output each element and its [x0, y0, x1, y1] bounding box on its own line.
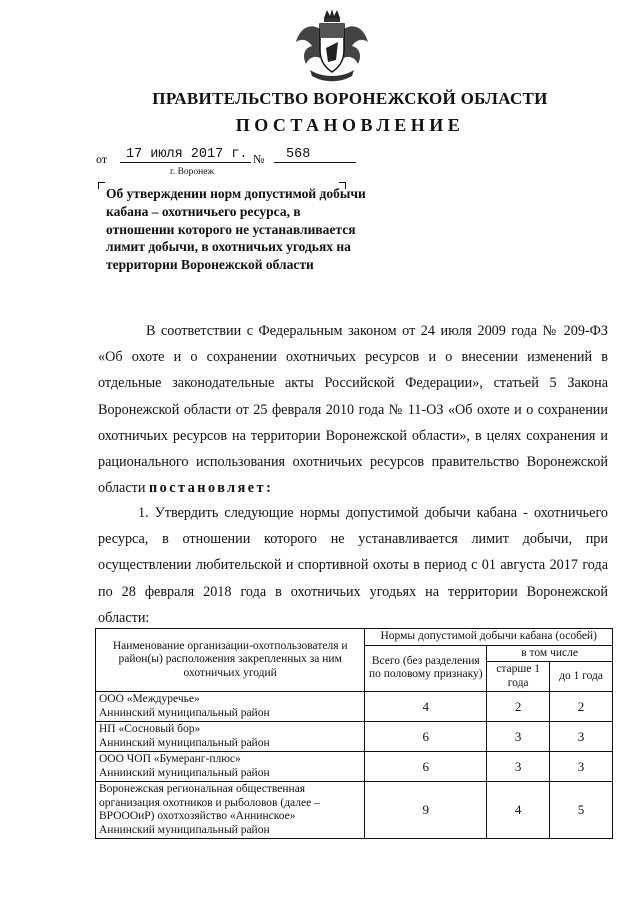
older-cell: 2 — [487, 692, 550, 722]
document-subject: Об утверждении норм допустимой добычи кабана – охотничьего ресурса, в отношении которого не устанавливается лимит добычи, в охотничьих угодьях на территории Воронежской области — [106, 186, 366, 273]
preamble-paragraph — [98, 318, 608, 501]
older-cell: 3 — [487, 752, 550, 782]
coat-of-arms-emblem — [292, 8, 372, 84]
norms-table — [95, 628, 613, 839]
header-total: Всего (без разделения по половому признаку) — [365, 645, 487, 692]
subject-bracket-left — [98, 182, 105, 189]
document-date: 17 июля 2017 г. — [120, 147, 251, 163]
upto-cell: 2 — [550, 692, 613, 722]
document-number: 568 — [274, 147, 356, 163]
district-name: Аннинский муниципальный район — [99, 706, 270, 719]
header-including: в том числе — [487, 645, 613, 662]
date-prefix-label: от — [96, 152, 108, 166]
organization-name: ООО ЧОП «Бумеранг-плюс» — [99, 753, 241, 765]
district-name: Аннинский муниципальный район — [99, 823, 270, 836]
header-older-than-one-year: старше 1 года — [487, 662, 550, 692]
organization-cell — [96, 722, 365, 752]
table-row — [96, 722, 613, 752]
organization-name: НП «Сосновый бор» — [99, 723, 201, 735]
organization-name: Воронежская региональная общественная организация охотников и рыболовов (далее – ВРОООиР) охотхозяйство «Аннинское» — [99, 783, 320, 822]
preamble-text: В соответствии с Федеральным законом от 24 июля 2009 года № 209-ФЗ «Об охоте и о сохранении охотничьих ресурсов и о внесении изменений в отдельные законодательные акты Российской Федерации», статьей 5 Закона Воронежской области от 25 февраля 2010 года № 11-ОЗ «Об охоте и о сохранении охотничьих ресурсов на территории Воронежской области», в целях сохранения и рационального использования охотничьих ресурсов правительство Воронежской области — [98, 323, 608, 497]
older-cell: 3 — [487, 722, 550, 752]
organization-name: ООО «Междуречье» — [99, 693, 200, 705]
header-up-to-one-year: до 1 года — [550, 662, 613, 692]
older-cell: 4 — [487, 782, 550, 839]
decree-word: постановляет: — [148, 480, 274, 497]
organization-cell — [96, 692, 365, 722]
document-type: ПОСТАНОВЛЕНИЕ — [235, 115, 465, 135]
number-sign-label: № — [253, 152, 265, 166]
norms-table-container — [95, 628, 613, 839]
organization-cell — [96, 752, 365, 782]
district-name: Аннинский муниципальный район — [99, 766, 270, 779]
organization-title: ПРАВИТЕЛЬСТВО ВОРОНЕЖСКОЙ ОБЛАСТИ — [152, 89, 548, 108]
header-norms: Нормы допустимой добычи кабана (особей) — [365, 629, 613, 646]
table-row — [96, 692, 613, 722]
total-cell: 6 — [365, 752, 487, 782]
district-name: Аннинский муниципальный район — [99, 736, 270, 749]
table-row — [96, 752, 613, 782]
city-label: г. Воронеж — [170, 167, 215, 177]
total-cell: 6 — [365, 722, 487, 752]
total-cell: 9 — [365, 782, 487, 839]
total-cell: 4 — [365, 692, 487, 722]
organization-cell — [96, 782, 365, 839]
upto-cell: 3 — [550, 722, 613, 752]
upto-cell: 5 — [550, 782, 613, 839]
upto-cell: 3 — [550, 752, 613, 782]
header-organization: Наименование организации-охотпользователя и район(ы) расположения закрепленных за ним охотничьих угодий — [96, 629, 365, 692]
table-row — [96, 782, 613, 839]
item-one-paragraph: 1. Утвердить следующие нормы допустимой добычи кабана - охотничьего ресурса, в отношении которого не устанавливается лимит добычи, при осуществлении любительской и спортивной охоты в период с 01 августа 2017 года по 28 февраля 2018 года в охотничьих угодьях на территории Воронежской области: — [98, 505, 608, 626]
